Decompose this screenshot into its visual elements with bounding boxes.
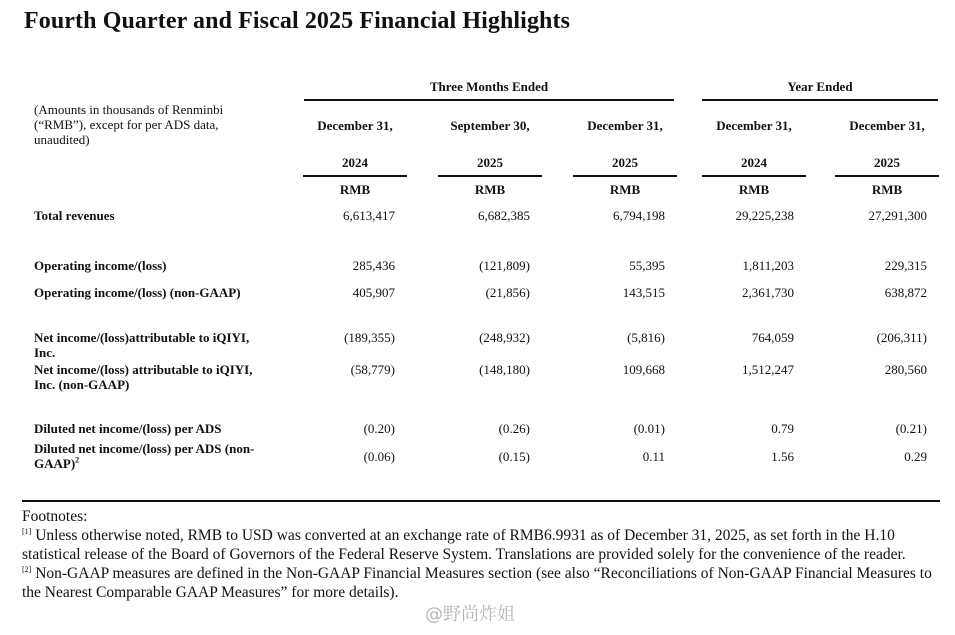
table-cell: 6,794,198	[613, 208, 665, 223]
table-cell: (0.20)	[363, 421, 395, 436]
column-currency: RMB	[609, 182, 641, 197]
column-year-rule	[835, 175, 939, 177]
column-currency: RMB	[738, 182, 770, 197]
row-label	[34, 330, 264, 360]
group-header-year: Year Ended	[787, 79, 853, 94]
table-cell: (0.01)	[633, 421, 665, 436]
table-cell: 6,613,417	[343, 208, 395, 223]
row-label-text: Diluted net income/(loss) per ADS	[34, 421, 222, 436]
row-label	[34, 362, 264, 392]
footnotes-rule	[22, 500, 940, 502]
row-label	[34, 421, 264, 436]
table-cell: 1,512,247	[742, 362, 794, 377]
table-cell: (58,779)	[350, 362, 395, 377]
amounts-note: (Amounts in thousands of Renminbi (“RMB”), except for per ADS data, unaudited)	[34, 102, 224, 147]
row-label-superscript: 2	[75, 455, 80, 465]
footnote-1	[22, 526, 937, 564]
table-cell: 285,436	[352, 258, 395, 273]
group-header-three-months: Three Months Ended	[429, 79, 549, 94]
column-date: December 31,	[849, 118, 925, 133]
column-date: December 31,	[716, 118, 792, 133]
column-year-rule	[303, 175, 407, 177]
column-year: 2024	[342, 155, 368, 170]
group-rule-year	[702, 99, 938, 101]
column-year-rule	[702, 175, 806, 177]
table-cell: 143,515	[622, 285, 665, 300]
column-year: 2025	[874, 155, 900, 170]
table-cell: 6,682,385	[478, 208, 530, 223]
table-cell: 764,059	[751, 330, 794, 345]
table-cell: 280,560	[884, 362, 927, 377]
row-label	[34, 285, 264, 300]
table-cell: 2,361,730	[742, 285, 794, 300]
table-cell: 0.11	[642, 449, 665, 464]
row-label-text: Operating income/(loss) (non-GAAP)	[34, 285, 241, 300]
footnote-2-text: Non-GAAP measures are defined in the Non-GAAP Financial Measures section (see also “Reconciliations of Non-GAAP Financial Measures to the Nearest Comparable GAAP Measures” for more details).	[22, 565, 932, 601]
footnotes-heading: Footnotes:	[22, 508, 88, 525]
row-label	[34, 441, 264, 471]
column-date: December 31,	[587, 118, 663, 133]
table-cell: (0.06)	[363, 449, 395, 464]
footnote-2-marker: [2]	[22, 564, 32, 574]
column-year: 2024	[741, 155, 767, 170]
footnote-1-text: Unless otherwise noted, RMB to USD was converted at an exchange rate of RMB6.9931 as of December 31, 2025, as set forth in the H.10 statistical release of the Board of Governors of the Federal Reserve System. Translations are provided solely for the convenience of the reader.	[22, 527, 906, 563]
table-cell: 55,395	[629, 258, 665, 273]
row-label-text: Net income/(loss)attributable to iQIYI, Inc.	[34, 330, 250, 360]
column-year: 2025	[477, 155, 503, 170]
column-year-rule	[438, 175, 542, 177]
table-cell: 1.56	[771, 449, 794, 464]
table-cell: (189,355)	[344, 330, 395, 345]
column-year-rule	[573, 175, 677, 177]
table-cell: (0.15)	[498, 449, 530, 464]
watermark: @野尚炸姐	[425, 604, 515, 625]
group-rule-three-months	[304, 99, 674, 101]
table-cell: 29,225,238	[735, 208, 794, 223]
page-title: Fourth Quarter and Fiscal 2025 Financial Highlights	[24, 8, 571, 34]
row-label-text: Diluted net income/(loss) per ADS (non-GAAP)	[34, 441, 255, 471]
column-date: December 31,	[317, 118, 393, 133]
table-cell: (206,311)	[876, 330, 927, 345]
table-cell: (121,809)	[479, 258, 530, 273]
table-cell: 1,811,203	[742, 258, 794, 273]
table-cell: (5,816)	[627, 330, 665, 345]
row-label	[34, 258, 264, 273]
table-cell: 229,315	[884, 258, 927, 273]
footnotes	[22, 507, 937, 602]
row-label-text: Net income/(loss) attributable to iQIYI, Inc. (non-GAAP)	[34, 362, 253, 392]
table-cell: 27,291,300	[868, 208, 927, 223]
table-cell: (0.21)	[895, 421, 927, 436]
column-date: September 30,	[450, 118, 530, 133]
table-cell: (21,856)	[485, 285, 530, 300]
table-cell: (248,932)	[479, 330, 530, 345]
table-cell: 0.79	[771, 421, 794, 436]
table-cell: 109,668	[622, 362, 665, 377]
row-label	[34, 208, 264, 223]
column-currency: RMB	[339, 182, 371, 197]
column-currency: RMB	[474, 182, 506, 197]
column-year: 2025	[612, 155, 638, 170]
footnote-1-marker: [1]	[22, 526, 32, 536]
table-cell: 638,872	[884, 285, 927, 300]
footnote-2	[22, 564, 937, 602]
table-cell: 0.29	[904, 449, 927, 464]
row-label-text: Operating income/(loss)	[34, 258, 167, 273]
table-cell: (0.26)	[498, 421, 530, 436]
row-label-text: Total revenues	[34, 208, 115, 223]
column-currency: RMB	[871, 182, 903, 197]
table-cell: 405,907	[352, 285, 395, 300]
table-cell: (148,180)	[479, 362, 530, 377]
